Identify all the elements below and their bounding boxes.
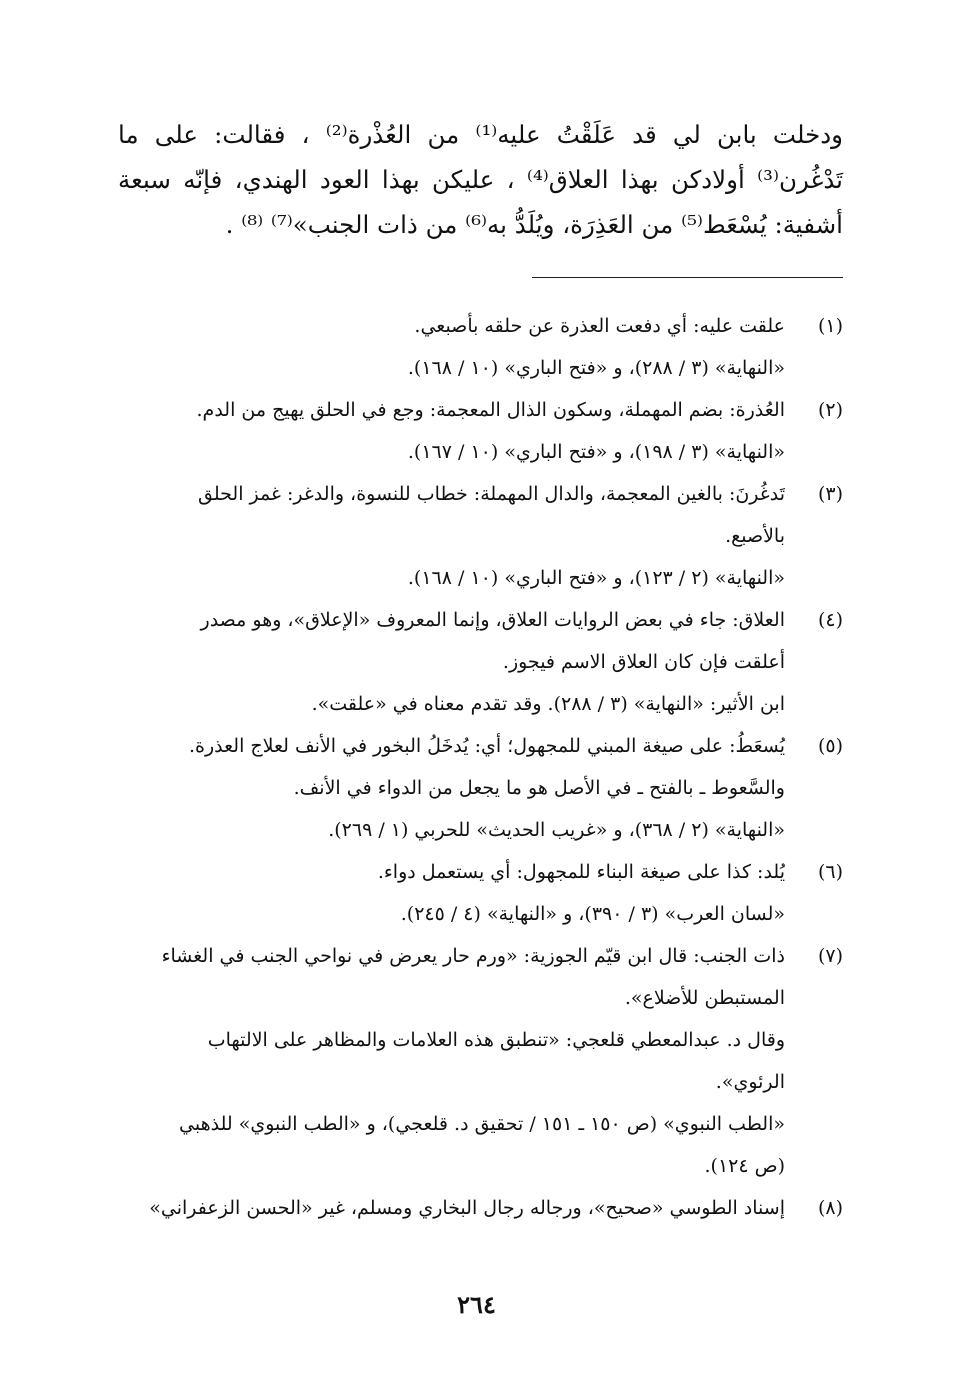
footnote-line: «الطب النبوي» (ص ١٥٠ ـ ١٥١ / تحقيق د. قلعجي)، و «الطب النبوي» للذهبي <box>179 1113 785 1135</box>
footnote-line: «النهاية» (٣ / ٢٨٨)، و «فتح الباري» (١٠ / ١٦٨). <box>407 357 785 379</box>
main-text-line: أشفية: يُسْعَط⁽⁵⁾ من العَذِرَة، ويُلَدُّ به⁽⁶⁾ من ذات الجنب»⁽⁷⁾ ⁽⁸⁾ . <box>225 210 843 239</box>
footnote-line: «لسان العرب» (٣ / ٣٩٠)، و «النهاية» (٤ / ٢٤٥). <box>400 903 785 925</box>
footnote-line: بالأصبع. <box>725 525 785 547</box>
footnote-line: ابن الأثير: «النهاية» (٣ / ٢٨٨). وقد تقدم معناه في «علقت». <box>311 693 785 715</box>
footnote-number: (٢) <box>817 399 843 421</box>
footnote-line: علقت عليه: أي دفعت العذرة عن حلقه بأصبعي. <box>414 315 785 337</box>
footnote-4 <box>118 599 843 725</box>
footnote-line: (ص ١٢٤). <box>704 1155 785 1177</box>
footnote-7 <box>118 935 843 1187</box>
footnote-number: (٨) <box>817 1197 843 1219</box>
footnote-line: والسَّعوط ـ بالفتح ـ في الأصل هو ما يجعل من الدواء في الأنف. <box>293 777 785 799</box>
footnote-line: وقال د. عبدالمعطي قلعجي: «تنطبق هذه العلامات والمظاهر على الالتهاب <box>207 1029 785 1051</box>
footnote-line: يُسعَطُ: على صيغة المبني للمجهول؛ أي: يُدخَلُ البخور في الأنف لعلاج العذرة. <box>189 735 785 757</box>
footnote-divider <box>532 277 843 278</box>
footnote-line: «النهاية» (٣ / ١٩٨)، و «فتح الباري» (١٠ / ١٦٧). <box>407 441 785 463</box>
footnote-number: (٧) <box>817 945 843 967</box>
footnote-line: الرئوي». <box>715 1071 785 1093</box>
footnote-2 <box>118 389 843 473</box>
footnote-line: إسناد الطوسي «صحيح»، ورجاله رجال البخاري ومسلم، غير «الحسن الزعفراني» <box>149 1197 785 1219</box>
footnote-line: «النهاية» (٢ / ١٢٣)، و «فتح الباري» (١٠ / ١٦٨). <box>407 567 785 589</box>
footnote-3 <box>118 473 843 599</box>
footnote-number: (٣) <box>817 483 843 505</box>
footnote-line: ذات الجنب: قال ابن قيّم الجوزية: «ورم حار يعرض في نواحي الجنب في الغشاء <box>161 945 785 967</box>
footnote-6 <box>118 851 843 935</box>
footnote-line: «النهاية» (٢ / ٣٦٨)، و «غريب الحديث» للحربي (١ / ٢٦٩). <box>328 819 785 841</box>
footnote-line: أعلقت فإن كان العلاق الاسم فيجوز. <box>502 651 785 673</box>
footnote-line: العلاق: جاء في بعض الروايات العلاق، وإنما المعروف «الإعلاق»، وهو مصدر <box>200 609 785 631</box>
footnote-line: تَدغُرنَ: بالغين المعجمة، والدال المهملة: خطاب للنسوة، والدغر: غمز الحلق <box>198 483 785 505</box>
footnote-1 <box>118 305 843 389</box>
main-text-line: تَدْغُرن⁽³⁾ أولادكن بهذا العلاق⁽⁴⁾ ، عليكن بهذا العود الهندي، فإنّه سبعة <box>118 165 844 194</box>
footnote-number: (٤) <box>817 609 843 631</box>
footnotes <box>118 305 843 1229</box>
footnote-number: (٥) <box>817 735 843 757</box>
footnote-number: (٦) <box>817 861 843 883</box>
main-text <box>118 112 843 247</box>
page-number: ٢٦٤ <box>457 1290 496 1319</box>
main-text-line: ودخلت بابن لي قد عَلَقْتُ عليه⁽¹⁾ من العُذْرة⁽²⁾ ، فقالت: على ما <box>118 120 843 149</box>
footnote-number: (١) <box>817 315 843 337</box>
footnote-line: العُذرة: بضم المهملة، وسكون الذال المعجمة: وجع في الحلق يهيج من الدم. <box>196 399 785 421</box>
footnote-5 <box>118 725 843 851</box>
footnote-line: يُلد: كذا على صيغة البناء للمجهول: أي يستعمل دواء. <box>377 861 785 883</box>
footnote-line: المستبطن للأضلاع». <box>624 987 785 1009</box>
footnote-8 <box>118 1187 843 1229</box>
